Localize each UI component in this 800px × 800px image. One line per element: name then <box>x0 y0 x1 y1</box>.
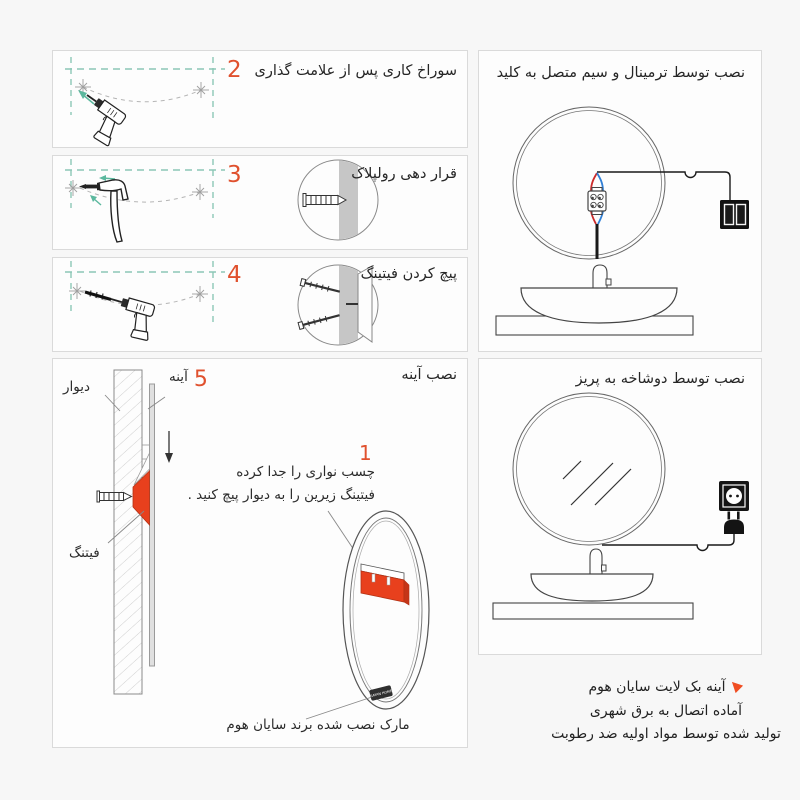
switch-icon <box>720 200 749 229</box>
instruction-text <box>188 461 375 507</box>
drill-icon <box>103 293 158 341</box>
footer-line-1: آینه بک لایت سایان هوم <box>588 679 726 695</box>
footer-brand-block <box>540 676 792 747</box>
step-3-number: 3 <box>227 162 242 188</box>
mirror-install-title: نصب آینه <box>401 367 457 383</box>
brand-triangle-icon <box>731 681 744 694</box>
mirror-label: آینه <box>169 369 188 385</box>
step-2-number: 2 <box>227 57 242 83</box>
wall-section <box>114 370 142 694</box>
step-1-number: 1 <box>359 441 372 465</box>
footer-line-1-row <box>540 676 792 700</box>
footer-line-2: آماده اتصال به برق شهری <box>589 702 743 719</box>
plug-install-title: نصب توسط دوشاخه به پریز <box>575 371 745 387</box>
down-arrow-icon <box>165 431 173 463</box>
instruction-line-1: چسب نواری را جدا کرده <box>236 464 375 480</box>
panel-step-4 <box>52 257 468 352</box>
panel-step-2 <box>52 50 468 148</box>
fitting-label: فیتنگ <box>69 545 100 561</box>
brand-mark-text: SAYAN HOME <box>369 688 393 699</box>
hammer-icon <box>99 180 128 242</box>
step-5-number: 5 <box>193 367 208 392</box>
terminal-install-title: نصب توسط ترمینال و سیم متصل به کلید <box>496 65 745 81</box>
mark-star-icon <box>75 79 209 98</box>
brand-mark-caption: مارک نصب شده برند سایان هوم <box>226 717 410 733</box>
mark-star-icon <box>65 180 208 200</box>
mirror-edge <box>150 384 155 666</box>
drill-icon <box>69 90 128 147</box>
step-4-title: پیچ کردن فیتینگ <box>360 266 457 282</box>
sink-icon <box>493 549 693 619</box>
plug-install-diagram <box>479 359 763 656</box>
panel-step-3 <box>52 155 468 250</box>
panel-plug-install <box>478 358 762 655</box>
mirror-install-diagram <box>53 359 469 749</box>
panel-terminal-install <box>478 50 762 352</box>
step-4-number: 4 <box>227 262 242 288</box>
socket-icon <box>719 481 749 511</box>
sink-icon <box>496 265 693 335</box>
wall-label: دیوار <box>63 379 91 395</box>
step-3-title: قرار دهی رولپلاک <box>351 166 457 182</box>
mirror-icon <box>513 107 665 259</box>
mirror-icon <box>513 393 665 545</box>
panel-mirror-install <box>52 358 468 748</box>
terminal-block-icon <box>588 188 606 215</box>
step-2-title: سوراخ کاری پس از علامت گذاری <box>254 63 457 79</box>
guide-marks <box>65 159 225 218</box>
footer-line-3: تولید شده توسط مواد اولیه ضد رطوبت <box>551 726 781 742</box>
mirror-label-row <box>169 369 208 391</box>
teal-arrow-icon <box>78 90 94 104</box>
brand-leader-line <box>306 697 372 719</box>
terminal-install-diagram <box>479 51 763 353</box>
mirror-back-oval <box>343 511 429 709</box>
instruction-line-2: فیتینگ زیرین را به دیوار پیچ کنید . <box>187 487 375 503</box>
power-plug-icon <box>724 512 744 535</box>
